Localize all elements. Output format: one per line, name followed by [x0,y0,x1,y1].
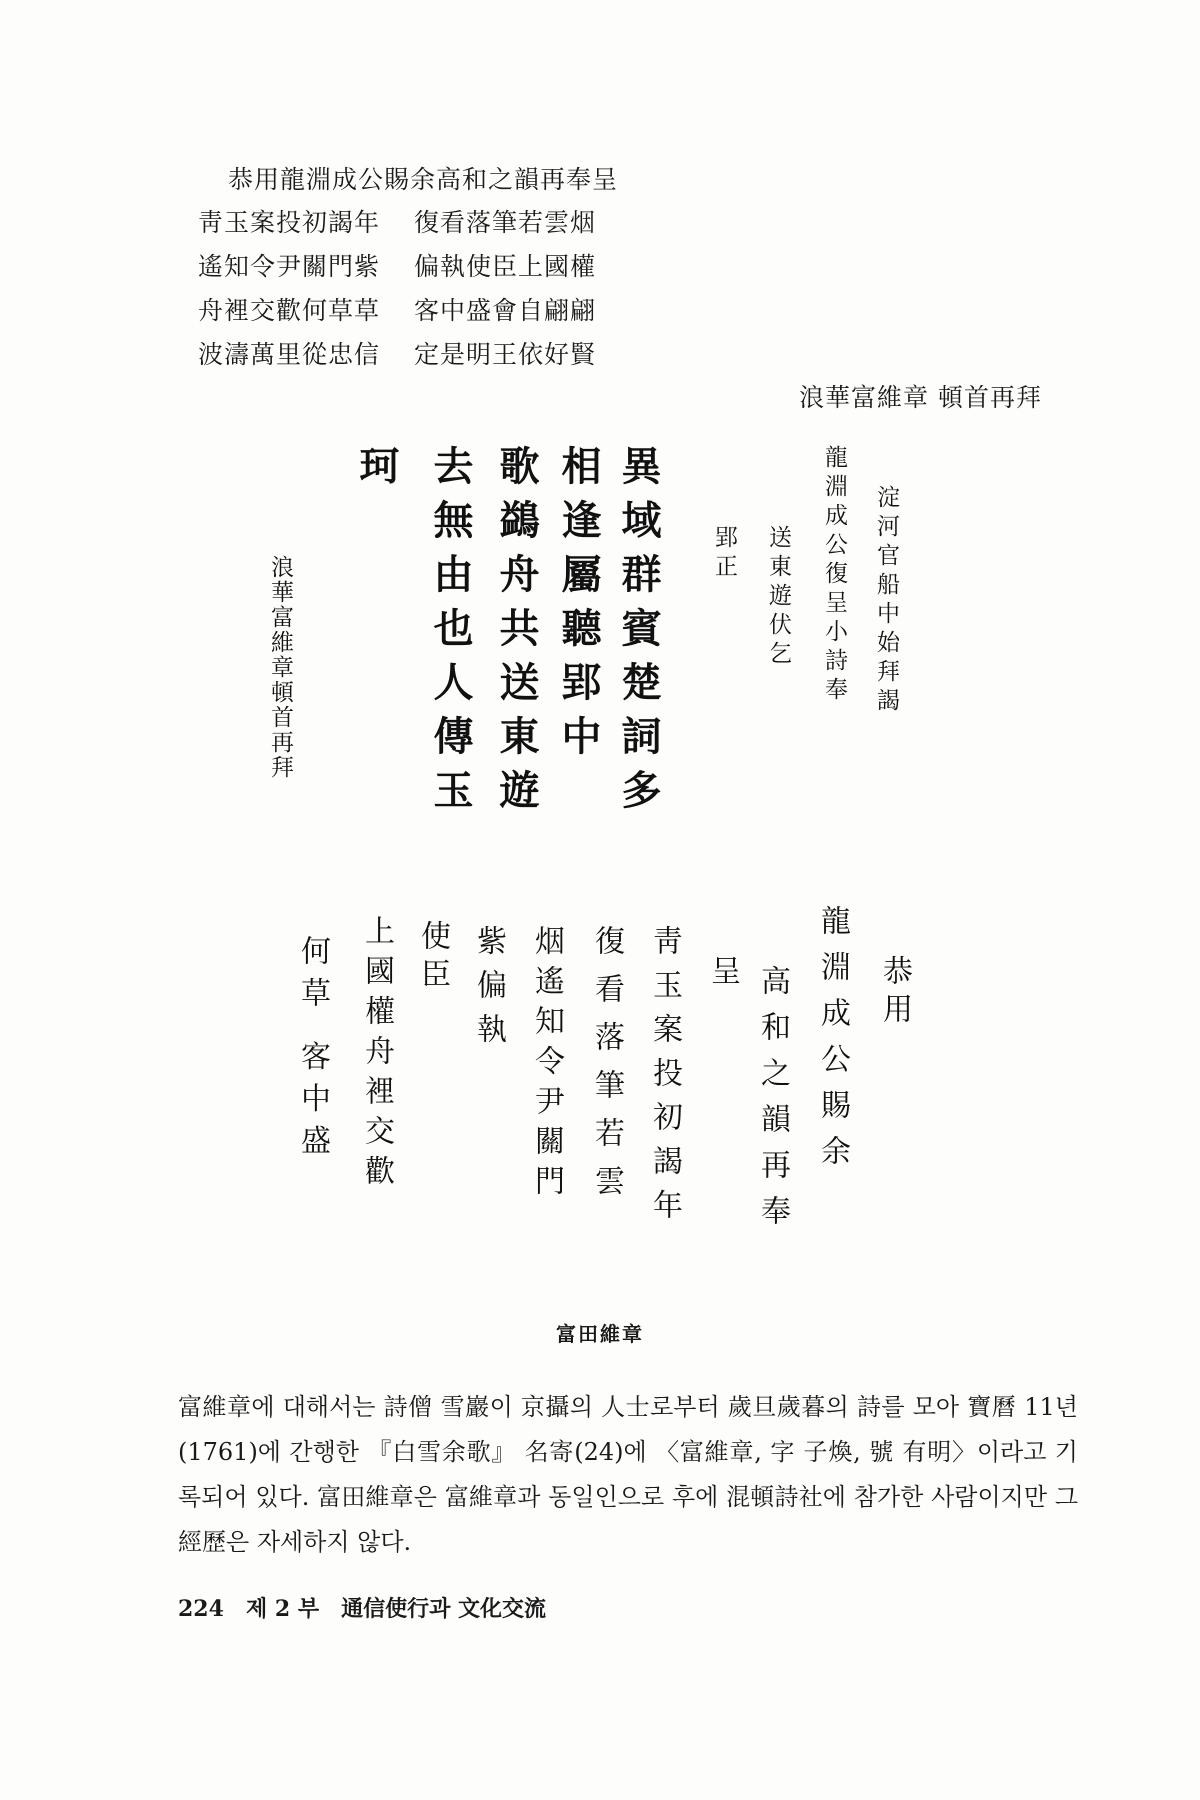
body-paragraph: 富維章에 대해서는 詩僧 雪巖이 京攝의 人士로부터 歲旦歲暮의 詩를 모아 寶曆 11년(1761)에 간행한 『白雪余歌』 名寄(24)에 〈富維章, 字 子煥, 號 有明〉이라고 기록되어 있다. 富田維章은 富維章과 동일인으로 후에 混頓詩社에 참가한 사람이지만 그 經歷은 자세하지 않다. [178,1393,1078,1556]
calligraphy-column: 淀河官船中始拜謁 [873,485,899,717]
calligraphy-image [250,445,950,1275]
poem-line [198,247,596,283]
calligraphy-column: 靑玉案投初謁年 [647,925,682,1233]
calligraphy-column: 送東遊伏乞 [765,525,791,670]
poem-line-second-half: 定是明王依好賢 [414,340,597,369]
poem-line [198,335,596,371]
calligraphy-column: 龍淵成公賜余 [815,905,850,1181]
poem-signature: 浪華富維章 頓首再拜 [799,383,1042,412]
poem-line [198,291,596,327]
poem-line-second-half: 偏執使臣上國權 [414,252,597,281]
calligraphy-column: 郢正 [711,525,737,583]
poem-line-first-half: 舟裡交歡何草草 [198,296,381,325]
poem-line-second-half: 客中盛會自翩翩 [414,296,597,325]
page-number: 224 [178,1596,224,1622]
calligraphy-column: 異域群賓楚詞多 [615,445,662,823]
page-footer [178,1592,546,1623]
calligraphy-column: 紫偏執 [471,925,506,1057]
poem-line-first-half: 靑玉案投初謁年 [198,208,381,237]
calligraphy-column: 高和之韻再奉 [755,965,790,1241]
part-label: 제 2 부 [245,1596,320,1622]
calligraphy-column: 龍淵成公復呈小詩奉 [821,445,847,706]
poem-line-second-half: 復看落筆若雲烟 [414,208,597,237]
calligraphy-column: 何草 客中盛 [295,935,330,1167]
poem-title: 恭用龍淵成公賜余高和之韻再奉呈 [228,165,619,194]
calligraphy-column: 去無由也人傳玉 [427,445,474,823]
calligraphy-column: 珂 [353,445,400,499]
calligraphy-column: 歌鷁舟共送東遊 [493,445,540,823]
calligraphy-column: 烟遙知令尹關門 [529,925,564,1205]
calligraphy-column: 恭用 [877,955,912,1031]
calligraphy-column: 使臣 [415,920,450,996]
part-title: 通信使行과 文化交流 [341,1596,546,1622]
calligraphy-column: 浪華富維章頓首再拜 [267,555,293,780]
poem-line-first-half: 波濤萬里從忠信 [198,340,381,369]
poem-line [198,203,596,239]
calligraphy-column: 相逢屬聽郢中 [555,445,602,769]
calligraphy-column: 上國權舟裡交歡 [359,915,394,1195]
calligraphy-column: 呈 [705,955,740,993]
image-caption: 富田維章 [556,1322,644,1346]
calligraphy-column: 復看落筆若雲 [589,925,624,1213]
poem-line-first-half: 遙知令尹關門紫 [198,252,381,281]
